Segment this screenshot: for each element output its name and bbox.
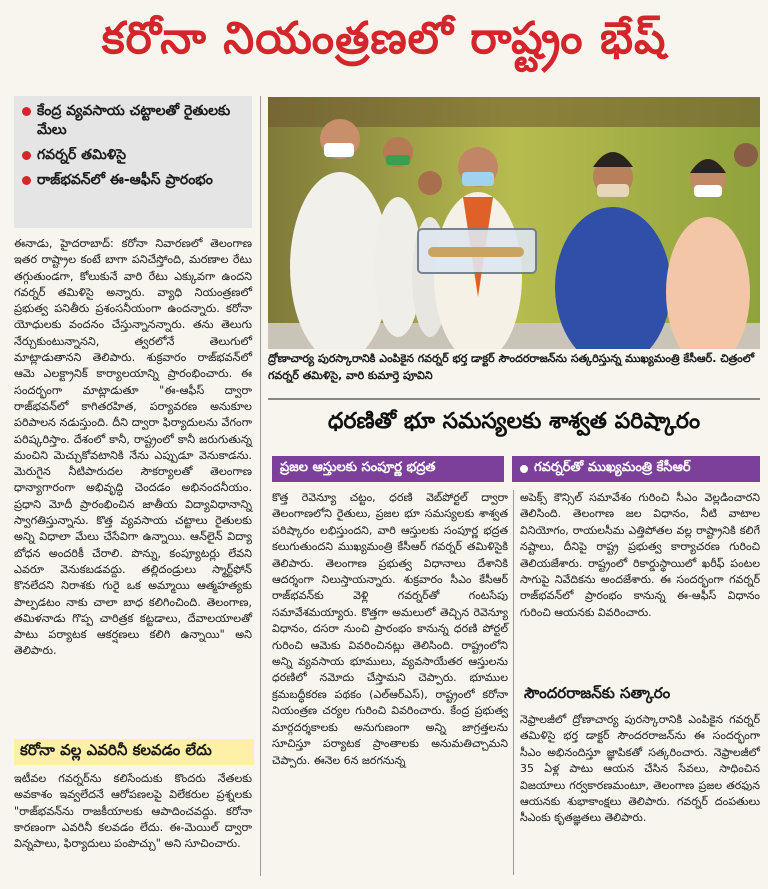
second-story-left-column bbox=[272, 490, 508, 769]
main-story-paragraph: ఈనాడు, హైదరాబాద్: కరోనా నివారణలో తెలంగాణ ఇతర రాష్ట్రాల కంటే బాగా పనిచేస్తోంది, మరణాల రేటు తగ్గుతుండగా, కోలుకునే వారి రేటు ఎక్కువగా ఉందని గవర్నర్ తమిళిసై అన్నారు. వ్యాధి నియంత్రణలో ప్రభుత్వ పనితీరు ప్రశంసనీయంగా ఉందన్నారు. కరోనా యోధులకు వందనం చేస్తున్నానన్నారు. తను తెలుగు నేర్చుకుంటున్నానని, త్వరలోనే తెలుగులో మాట్లాడుతానని తెలిపారు. శుక్రవారం రాజ్‌భవన్‌లో ఆమె ఎలక్ట్రానిక్ కార్యాలయాన్ని ప్రారంభించారు. ఈ సందర్భంగా మాట్లాడుతూ "ఈ-ఆఫీస్ ద్వారా రాజ్‌భవన్‌లో కాగితరహిత, పర్యావరణ అనుకూల పరిపాలన నడుస్తుంది. దీని ద్వారా ఫిర్యాదులను వేగంగా పరిష్కరిస్తాం. దేశంలో కానీ, రాష్ట్రంలో కానీ జరుగుతున్న మంచిని మెచ్చుకోవటానికి నేను ఎప్పుడూ వెనుకాడను. మెరుగైన నీటిపారుదల సౌకర్యాలతో తెలంగాణ ధాన్యాగారంగా అభివృద్ధి చెందడం అభినందనీయం. ప్రధాని మోదీ ప్రారంభించిన జాతీయ విద్యావిధానాన్ని స్వాగతిస్తున్నాను. కొత్త వ్యవసాయ చట్టాలు రైతులకు అన్ని విధాలా మేలు చేసేవిగా ఉన్నాయి. ఆన్‌లైన్ విద్యా బోధన అందరికీ చేరాలి. పొన్ను, కంప్యూటర్లు లేవని ఎవరూ వెనుకబడవద్దు. తల్లిదండ్రులు స్మార్ట్‌ఫోన్ కొనలేదని నిరాశకు గురై ఒక అమ్మాయి ఆత్మహత్యకు పాల్పడటం నాకు చాలా బాధ కలిగించింది. తెలంగాణ, తమిళనాడు గొప్ప చారిత్రక కట్టడాలు, దేవాలయాలతో పాటు పర్యాటక ఆకర్షణలు కలిగి ఉన్నాయి" అని తెలిపారు. bbox=[14, 237, 252, 658]
bullet-dot-icon bbox=[22, 151, 31, 160]
summary-point: గవర్నర్ తమిళిసై bbox=[22, 146, 246, 165]
highlight-1: ప్రజల ఆస్తులకు సంపూర్ణ భద్రత bbox=[272, 456, 504, 482]
summary-box bbox=[14, 96, 252, 228]
summary-point: రాజ్‌భవన్‌లో ఈ-ఆఫీస్ ప్రారంభం bbox=[22, 171, 246, 190]
bullet-dot-icon bbox=[22, 107, 31, 116]
main-story-body bbox=[14, 236, 252, 660]
highlight-2: గవర్నర్‌తో ముఖ్యమంత్రి కేసీఆర్ bbox=[512, 456, 760, 482]
second-story-paragraph: కొత్త రెవెన్యూ చట్టం, ధరణి వెబ్‌పోర్టల్ ద్వారా తెలంగాణలోని రైతులు, ప్రజల భూ సమస్యలకు శాశ్వత పరిష్కారం లభిస్తుందని, వారి ఆస్తులకు సంపూర్ణ భద్రత కలుగుతుందని ముఖ్యమంత్రి కేసీఆర్ గవర్నర్ తమిళిసైకి తెలిపారు. తెలంగాణ ప్రభుత్వ విధానాలు దేశానికి ఆదర్శంగా నిలుస్తాయన్నారు. శుక్రవారం సీఎం కేసీఆర్ రాజ్‌భవన్‌కు వెళ్లి గవర్నర్‌తో గంటసేపు సమావేశమయ్యారు. కొత్తగా అమలులో తెచ్చిన రెవెన్యూ విధానం, దసరా నుంచి ప్రారంభం కానున్న ధరణి పోర్టల్ గురించి ఆమెకు వివరించినట్లు తెలిసింది. రాష్ట్రంలోని అన్ని వ్యవసాయ భూములు, వ్యవసాయేతర ఆస్తులను ధరణిలో నమోదు చేస్తామని చెప్పారు. భూముల క్రమబద్ధీకరణ పథకం (ఎల్ఆర్ఎస్), రాష్ట్రంలో కరోనా నియంత్రణ చర్యల గురించి వివరించారు. కేంద్ర ప్రభుత్వ మార్గదర్శకాలకు అనుగుణంగా అన్ని జాగ్రత్తలను సూచిస్తూ పర్యాటక ప్రాంతాలకు అనుమతిచ్చామని చెప్పారు. ఈనెల 6న జరగనున్న bbox=[272, 491, 508, 767]
bullet-dot-icon bbox=[22, 176, 31, 185]
second-story-right-column-2 bbox=[520, 712, 760, 827]
second-story-paragraph: అపెక్స్ కౌన్సిల్ సమావేశం గురించి సీఎం వెల్లడించారని తెలిసింది. తెలంగాణ జల విధానం, నీటి వాటాల వినియోగం, రాయలసీమ ఎత్తిపోతల వల్ల రాష్ట్రానికి కలిగే నష్టాలు, దీనిపై రాష్ట్ర ప్రభుత్వ కార్యాచరణ గురించి తెలియజేశారు. రాష్ట్రంలో రికార్డుస్థాయిలో ఖరీఫ్ పంటల సాగుపై నివేదికను అందజేశారు. ఈ సందర్భంగా గవర్నర్ రాజ్‌భవన్‌లో ప్రారంభం కానున్న ఈ-ఆఫీస్ విధానం గురించి ఆయనకు వివరించారు. bbox=[520, 491, 760, 619]
highlight-bar bbox=[272, 456, 760, 482]
news-photo bbox=[268, 97, 760, 349]
summary-point: కేంద్ర వ్యవసాయ చట్టాలతో రైతులకు మేలు bbox=[22, 102, 246, 140]
second-story-headline: ధరణితో భూ సమస్యలకు శాశ్వత పరిష్కారం bbox=[268, 398, 760, 448]
main-story-body-2 bbox=[14, 771, 252, 852]
column-divider bbox=[260, 96, 261, 876]
main-story-subheading: కరోనా వల్ల ఎవరినీ కలవడం లేదు bbox=[14, 739, 254, 765]
second-story-right-column bbox=[520, 490, 760, 621]
photo-illustration bbox=[268, 97, 760, 349]
bullet-dot-icon bbox=[520, 465, 528, 473]
main-story-paragraph-2: ఇటీవల గవర్నర్‌ను కలిసేందుకు కొందరు నేతలకు అవకాశం ఇవ్వలేదనే ఆరోపణలపై విలేకరుల ప్రశ్నలకు "రాజ్‌భవన్‌ను రాజకీయాలకు ఆపాదించవద్దు. కరోనా కారణంగా ఎవరినీ కలవడం లేదు. ఈ-మెయిల్ ద్వారా విన్నపాలు, ఫిర్యాదులు పంపొచ్చు" అని సూచించారు. bbox=[14, 772, 252, 851]
page-headline: కరోనా నియంత్రణలో రాష్ట్రం భేష్ bbox=[101, 13, 667, 64]
second-story-subheading: సౌందరరాజన్‌కు సత్కారం bbox=[524, 684, 671, 702]
column-divider bbox=[513, 490, 514, 875]
second-story-paragraph: నెఫ్రాలజీలో ద్రోణాచార్య పురస్కారానికి ఎంపికైన గవర్నర్ తమిళిసై భర్త డాక్టర్ సౌందరరాజన్‌ను ఈ సందర్భంగా సీఎం అభినందిస్తూ జ్ఞాపికతో సత్కరించారు. నెఫ్రాలజీలో 35 ఏళ్ల పాటు ఆయన చేసిన సేవలు, సాధించిన విజయాలు గర్వకారణమంటూ, తెలంగాణ ప్రజల తరఫున ఆయనకు శుభాకాంక్షలు తెలిపారు. గవర్నర్ దంపతులు సీఎంకు కృతజ్ఞతలు తెలిపారు. bbox=[520, 713, 760, 825]
photo-caption: ద్రోణాచార్య పురస్కారానికి ఎంపికైన గవర్నర్ భర్త డాక్టర్ సౌందరరాజన్‌ను సత్కరిస్తున్న ముఖ్యమంత్రి కేసీఆర్. చిత్రంలో గవర్నర్ తమిళిసై, వారి కుమార్తె పూవిని bbox=[268, 352, 755, 382]
